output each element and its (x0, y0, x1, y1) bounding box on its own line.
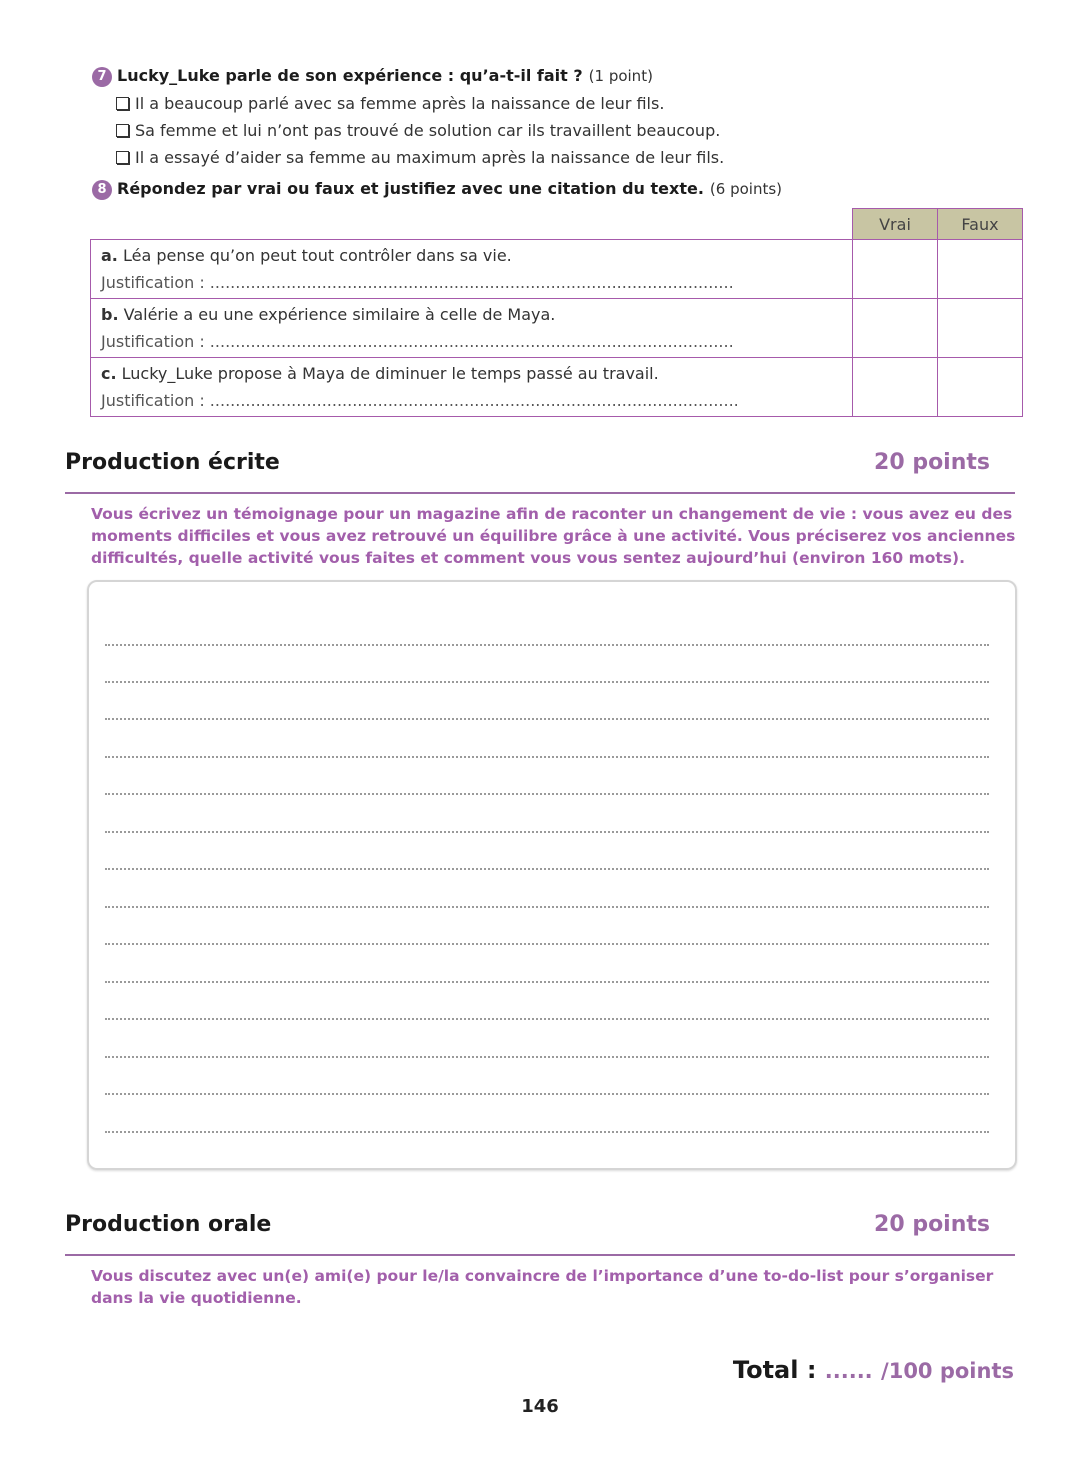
justification-line[interactable]: Justification : ....................................................................................................... (101, 273, 734, 292)
total-points: /100 points (881, 1359, 1014, 1383)
section-title-oral: Production orale (65, 1212, 272, 1237)
writing-line[interactable] (105, 831, 989, 833)
table-row (91, 358, 1023, 417)
statement-text: Léa pense qu’on peut tout contrôler dans sa vie. (122, 246, 512, 265)
writing-line[interactable] (105, 718, 989, 720)
option-checkbox[interactable] (116, 148, 724, 167)
column-header-true: Vrai (853, 209, 938, 240)
writing-line[interactable] (105, 981, 989, 983)
statement-letter: c. (101, 364, 117, 383)
true-false-table (90, 208, 1023, 417)
true-answer-cell[interactable] (853, 240, 938, 299)
statement-cell (91, 240, 853, 299)
section-points-written: 20 points (874, 450, 990, 475)
question-number-badge: 7 (92, 67, 112, 87)
section-divider (65, 492, 1015, 494)
option-checkbox[interactable] (116, 121, 720, 140)
writing-line[interactable] (105, 1093, 989, 1095)
option-checkbox[interactable] (116, 94, 664, 113)
total-blank[interactable]: ...... (824, 1359, 873, 1383)
writing-line[interactable] (105, 756, 989, 758)
question-8-points: (6 points) (709, 180, 783, 198)
justification-line[interactable]: Justification : ....................................................................................................... (101, 332, 734, 351)
writing-line[interactable] (105, 793, 989, 795)
question-7-points: (1 point) (588, 67, 653, 85)
statement-letter: b. (101, 305, 119, 324)
statement-cell (91, 299, 853, 358)
writing-line[interactable] (105, 943, 989, 945)
writing-line[interactable] (105, 1131, 989, 1133)
option-label: Il a beaucoup parlé avec sa femme après la naissance de leur fils. (135, 94, 665, 113)
statement-text: Valérie a eu une expérience similaire à celle de Maya. (123, 305, 556, 324)
question-8-heading (92, 179, 782, 200)
section-points-oral: 20 points (874, 1212, 990, 1237)
statement-letter: a. (101, 246, 118, 265)
question-number-badge: 8 (92, 180, 112, 200)
section-title-written: Production écrite (65, 450, 280, 475)
option-label: Sa femme et lui n’ont pas trouvé de solution car ils travaillent beaucoup. (135, 121, 721, 140)
true-answer-cell[interactable] (853, 358, 938, 417)
writing-line[interactable] (105, 1018, 989, 1020)
option-label: Il a essayé d’aider sa femme au maximum après la naissance de leur fils. (135, 148, 725, 167)
writing-line[interactable] (105, 906, 989, 908)
writing-line[interactable] (105, 681, 989, 683)
false-answer-cell[interactable] (938, 358, 1023, 417)
oral-prompt: Vous discutez avec un(e) ami(e) pour le/la convaincre de l’importance d’une to-do-list pour s’organiser dans la vie quotidienne. (91, 1267, 994, 1307)
table-row (91, 299, 1023, 358)
checkbox-icon[interactable] (116, 97, 129, 110)
question-7-title: Lucky_Luke parle de son expérience : qu’a-t-il fait ? (117, 66, 583, 85)
total-label: Total : (732, 1356, 817, 1384)
writing-area[interactable] (87, 580, 1017, 1170)
checkbox-icon[interactable] (116, 151, 129, 164)
writing-line[interactable] (105, 1056, 989, 1058)
page-number: 146 (521, 1396, 559, 1417)
checkbox-icon[interactable] (116, 124, 129, 137)
written-prompt: Vous écrivez un témoignage pour un magazine afin de raconter un changement de vie : vous avez eu des moments difficiles et vous avez retrouvé un équilibre grâce à une activité. Vous préciserez vos anciennes difficultés, quelle activité vous faites et comment vous vous sentez aujourd’hui (environ 160 mots). (91, 505, 1016, 567)
false-answer-cell[interactable] (938, 240, 1023, 299)
table-row (91, 240, 1023, 299)
question-7-heading (92, 66, 653, 87)
writing-line[interactable] (105, 868, 989, 870)
statement-text: Lucky_Luke propose à Maya de diminuer le temps passé au travail. (121, 364, 659, 383)
section-divider (65, 1254, 1015, 1256)
column-header-false: Faux (938, 209, 1023, 240)
total-score (733, 1356, 1014, 1384)
true-answer-cell[interactable] (853, 299, 938, 358)
statement-cell (91, 358, 853, 417)
justification-line[interactable]: Justification : ........................................................................................................ (101, 391, 739, 410)
question-8-title: Répondez par vrai ou faux et justifiez avec une citation du texte. (117, 179, 704, 198)
writing-line[interactable] (105, 644, 989, 646)
false-answer-cell[interactable] (938, 299, 1023, 358)
